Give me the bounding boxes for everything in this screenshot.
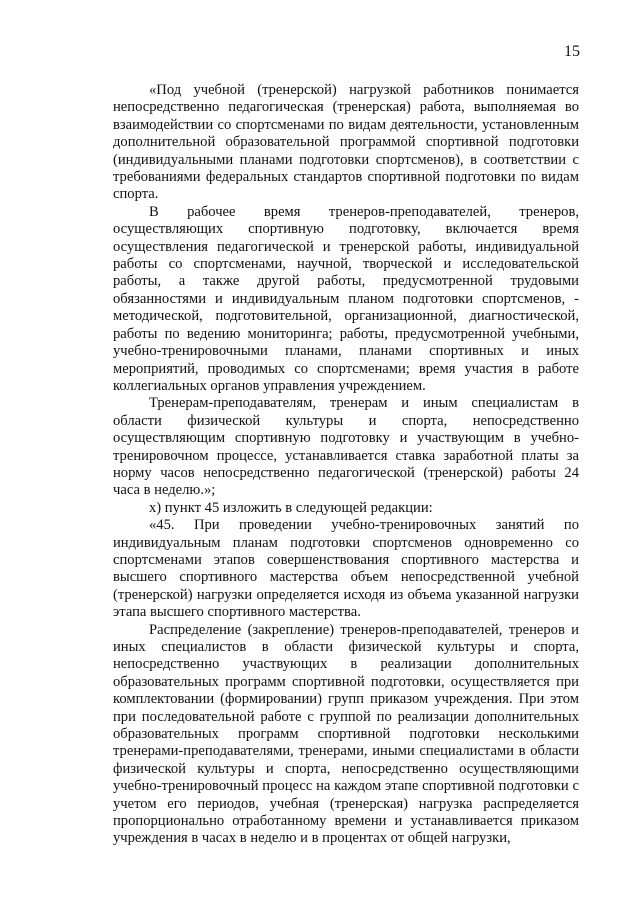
document-body <box>113 82 579 848</box>
paragraph-distribution-of-trainers: Распределение (закрепление) тренеров-преподавателей, тренеров и иных специалистов в области физической культуры и спорта, непосредственно участвующих в реализации дополнительных образовательных программ спортивной подготовки, осуществляется при комплектовании (формировании) групп приказом учреждения. При этом при последовательной работе с группой по реализации дополнительных образовательных программ спортивной подготовки несколькими тренерами-преподавателями, тренерами, иными специалистами в области физической культуры и спорта, непосредственно осуществляющими учебно-тренировочный процесс на каждом этапе спортивной подготовки с учетом его периодов, учебная (тренерская) нагрузка распределяется пропорционально отработанному времени и устанавливается приказом учреждения в часах в неделю и в процентах от общей нагрузки, <box>113 621 579 847</box>
paragraph-teaching-load-definition: «Под учебной (тренерской) нагрузкой работников понимается непосредственно педагогическая (тренерская) работа, выполняемая во взаимодействии со спортсменами по видам деятельности, установленным дополнительной образовательной программой спортивной подготовки (индивидуальными планами подготовки спортсменов), в соответствии с требованиями федеральных стандартов спортивной подготовки по видам спорта. <box>113 82 579 203</box>
paragraph-amendment-item-45: х) пункт 45 изложить в следующей редакции: <box>149 499 433 516</box>
paragraph-salary-rate: Тренерам-преподавателям, тренерам и иным специалистам в области физической культуры и спорта, непосредственно осуществляющим спортивную подготовку и участвующим в учебно-тренировочном процессе, устанавливается ставка заработной платы за норму часов непосредственно педагогической (тренерской) работы 24 часа в неделю.»; <box>113 395 579 499</box>
paragraph-item-45-text: «45. При проведении учебно-тренировочных занятий по индивидуальным планам подготовки спортсменов одновременно со спортсменами этапов совершенствования спортивного мастерства и высшего спортивного мастерства объем непосредственной учебной (тренерской) нагрузки определяется исходя из объема указанной нагрузки этапа высшего спортивного мастерства. <box>113 517 579 621</box>
paragraph-working-time: В рабочее время тренеров-преподавателей, тренеров, осуществляющих спортивную подготовку, включается время осуществления педагогической и тренерской работы, индивидуальной работы со спортсменами, научной, творческой и исследовательской работы, а также другой работы, предусмотренной трудовыми обязанностями и индивидуальным планом подготовки спортсменов, - методической, подготовительной, организационной, диагностической, работы по ведению мониторинга; работы, предусмотренной учебными, учебно-тренировочными планами, планами спортивных и иных мероприятий, проводимых со спортсменами; время участия в работе коллегиальных органов управления учреждением. <box>113 203 579 394</box>
page-number: 15 <box>564 43 580 60</box>
